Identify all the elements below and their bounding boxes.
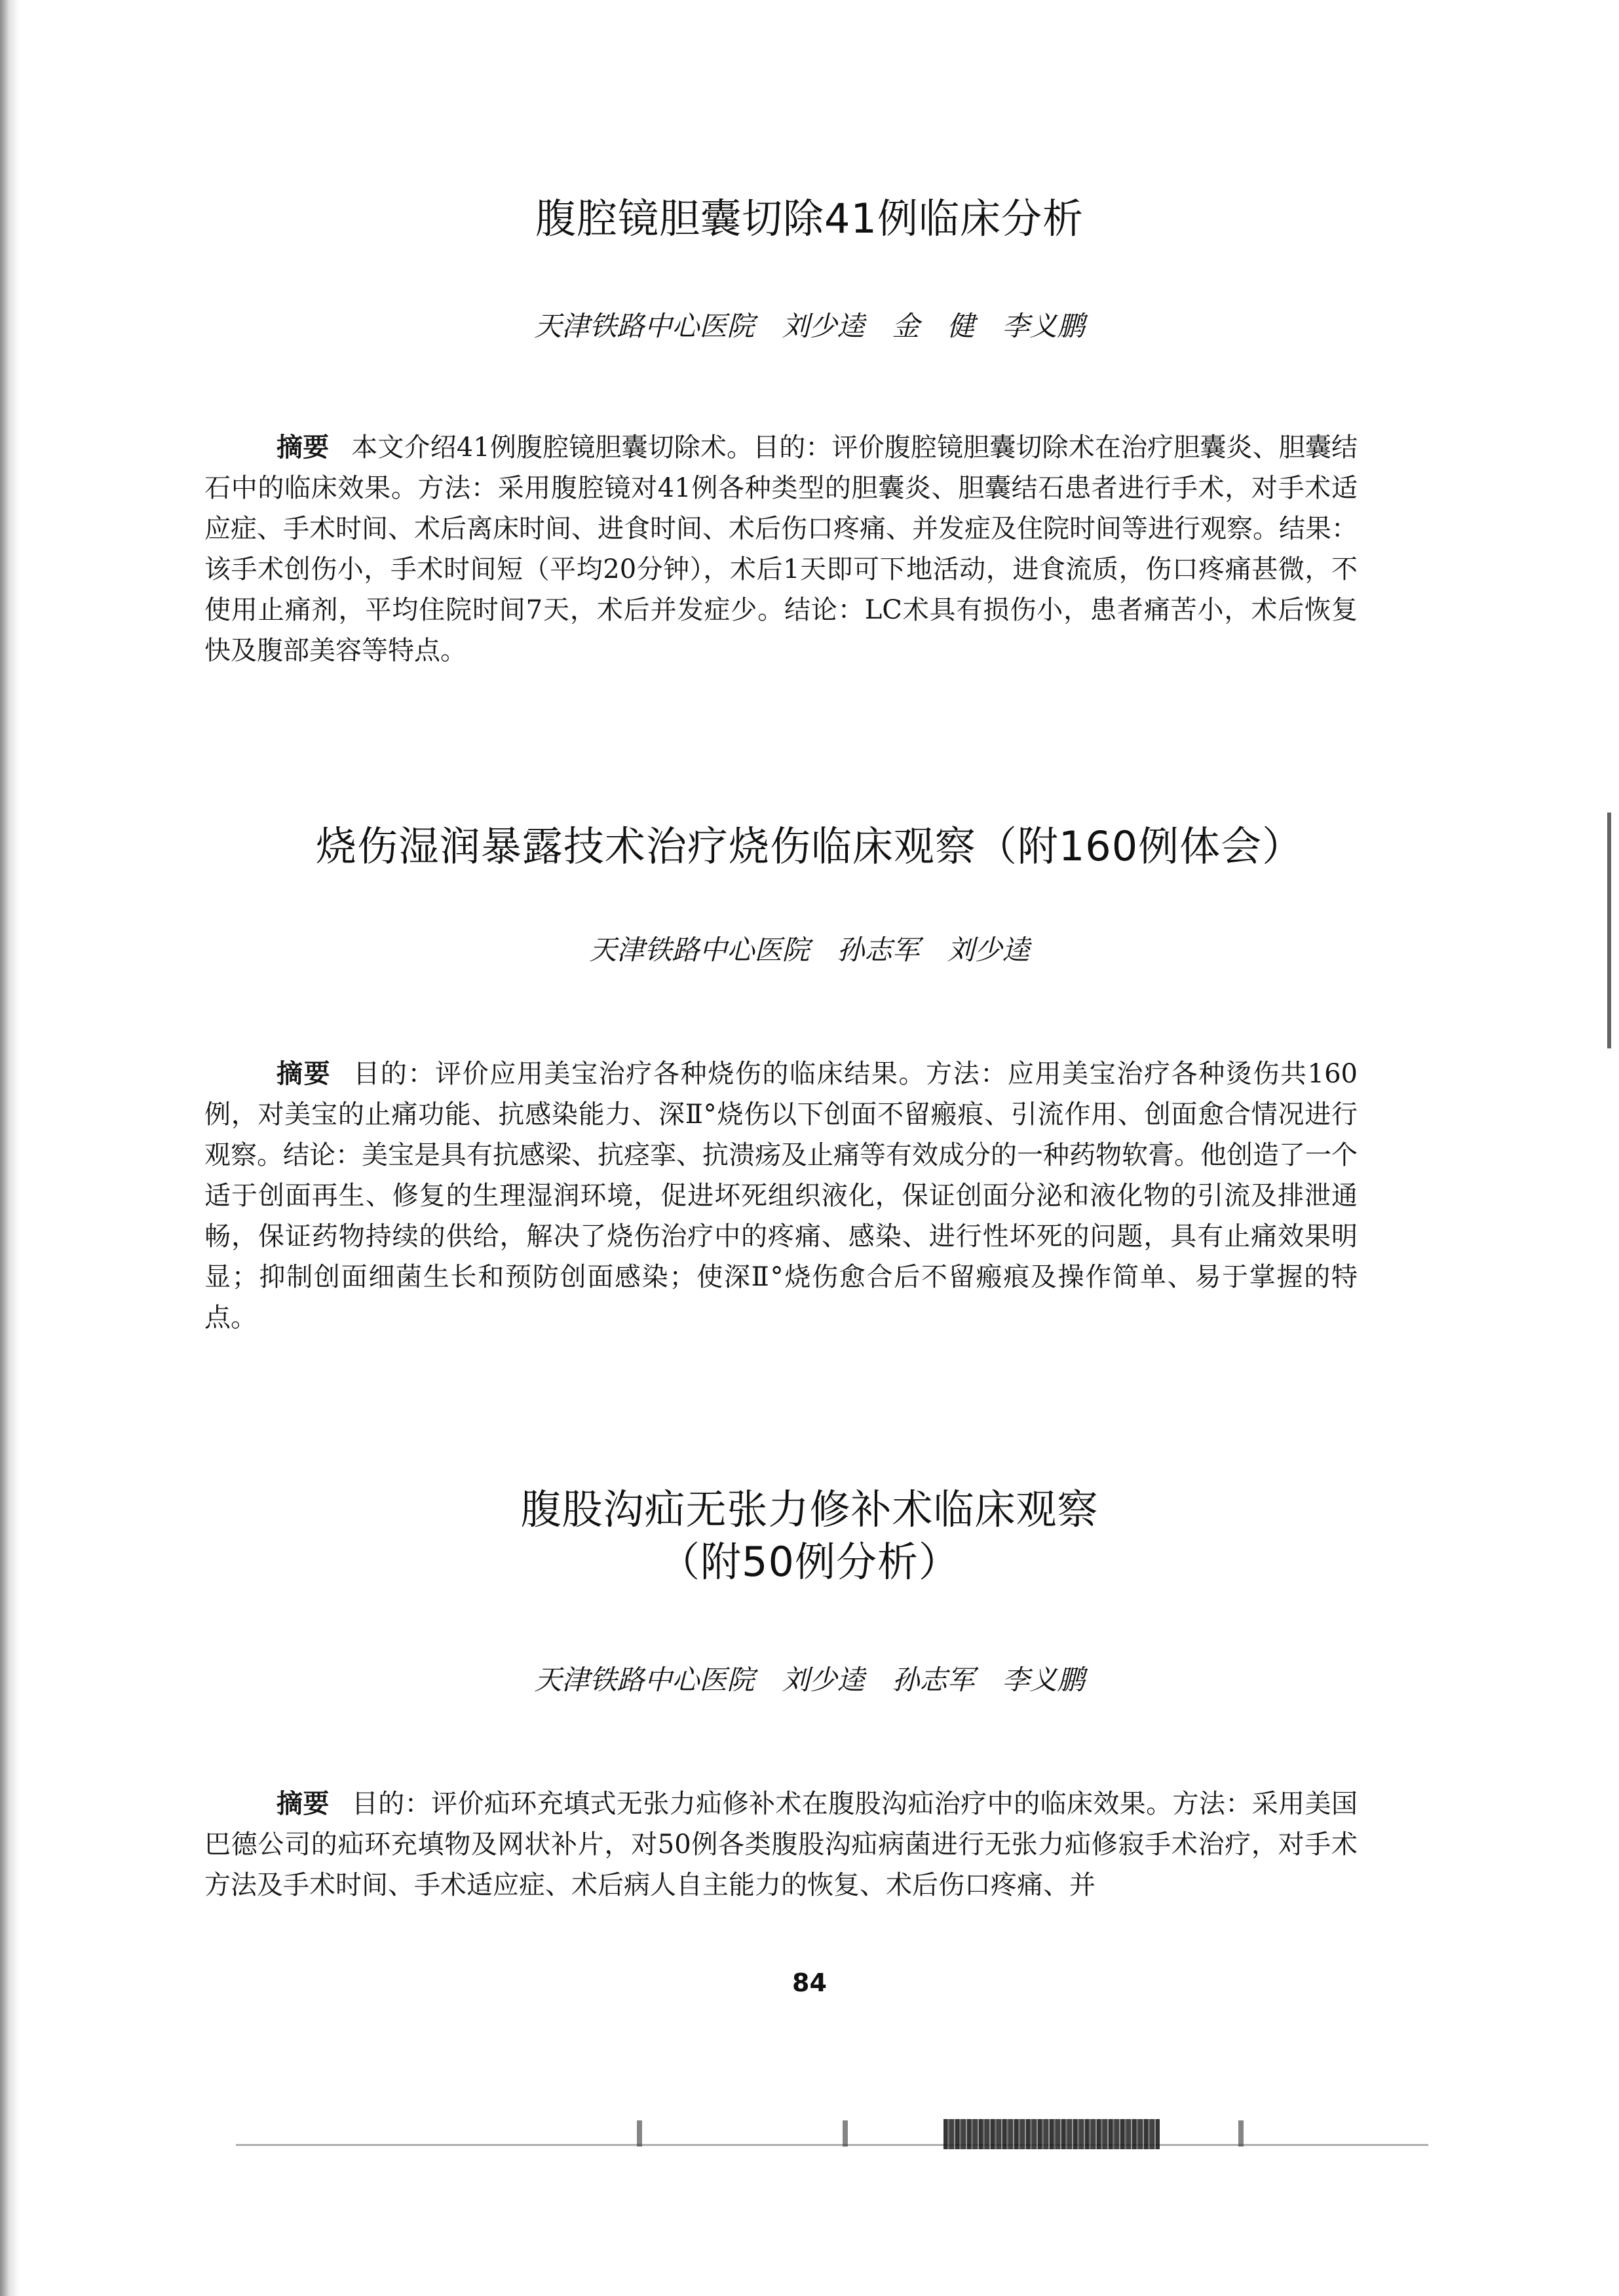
article-3-abstract [204,1784,1358,1905]
article-2-title [0,820,1619,873]
scan-bottom-mark [843,2120,848,2147]
article-2-abstract-text: 目的：评价应用美宝治疗各种烧伤的临床结果。方法：应用美宝治疗各种烫伤共160例，对美宝的止痛功能、抗感染能力、深Ⅱ°烧伤以下创面不留瘢痕、引流作用、创面愈合情况进行观察。结论：美宝是具有抗感梁、抗痉挛、抗溃疡及止痛等有效成分的一种药物软膏。他创造了一个适于创面再生、修复的生理湿润环境，促进坏死组织液化，保证创面分泌和液化物的引流及排泄通畅，保证药物持续的供给，解决了烧伤治疗中的疼痛、感染、进行性坏死的问题，具有止痛效果明显；抑制创面细菌生长和预防创面感染；使深Ⅱ°烧伤愈合后不留瘢痕及操作简单、易于掌握的特点。 [204,1059,1358,1333]
article-3-authors: 天津铁路中心医院 刘少逵 孙志军 李义鹏 [534,1664,1085,1696]
article-2-title-line: 烧伤湿润暴露技术治疗烧伤临床观察（附160例体会） [315,822,1304,870]
scan-bottom-mark [1238,2120,1244,2147]
scan-bottom-noise [943,2119,1160,2149]
article-1-title [0,193,1619,245]
page-number: 84 [792,1968,827,1997]
article-1-abstract [204,427,1358,671]
article-1-abstract-label: 摘要 [276,432,330,463]
scan-bottom-line [236,2144,1428,2146]
article-2-abstract-label: 摘要 [276,1059,332,1089]
article-1-abstract-text: 本文介绍41例腹腔镜胆囊切除术。目的：评价腹腔镜胆囊切除术在治疗胆囊炎、胆囊结石中的临床效果。方法：采用腹腔镜对41例各种类型的胆囊炎、胆囊结石患者进行手术，对手术适应症、手术时间、术后离床时间、进食时间、术后伤口疼痛、并发症及住院时间等进行观察。结果：该手术创伤小，手术时间短（平均20分钟），术后1天即可下地活动，进食流质，伤口疼痛甚微，不使用止痛剂，平均住院时间7天，术后并发症少。结论：LC术具有损伤小，患者痛苦小，术后恢复快及腹部美容等特点。 [204,432,1358,666]
article-3-title-line-1: 腹股沟疝无张力修补术临床观察 [520,1485,1099,1533]
article-3-abstract-label: 摘要 [276,1789,330,1819]
article-3-abstract-text: 目的：评价疝环充填式无张力疝修补术在腹股沟疝治疗中的临床效果。方法：采用美国巴德公司的疝环充填物及网状补片，对50例各类腹股沟疝病菌进行无张力疝修寂手术治疗，对手术方法及手术时间、手术适应症、术后病人自主能力的恢复、术后伤口疼痛、并 [204,1789,1358,1900]
article-2-authors: 天津铁路中心医院 孙志军 刘少逵 [589,934,1030,966]
article-3-title [0,1483,1619,1588]
scan-bottom-mark [637,2120,642,2147]
article-1-authors: 天津铁路中心医院 刘少逵 金 健 李义鹏 [534,310,1085,342]
article-1-title-line: 腹腔镜胆囊切除41例临床分析 [535,195,1084,242]
article-3-title-line-2: （附50例分析） [659,1538,960,1586]
article-2-abstract [204,1054,1358,1338]
